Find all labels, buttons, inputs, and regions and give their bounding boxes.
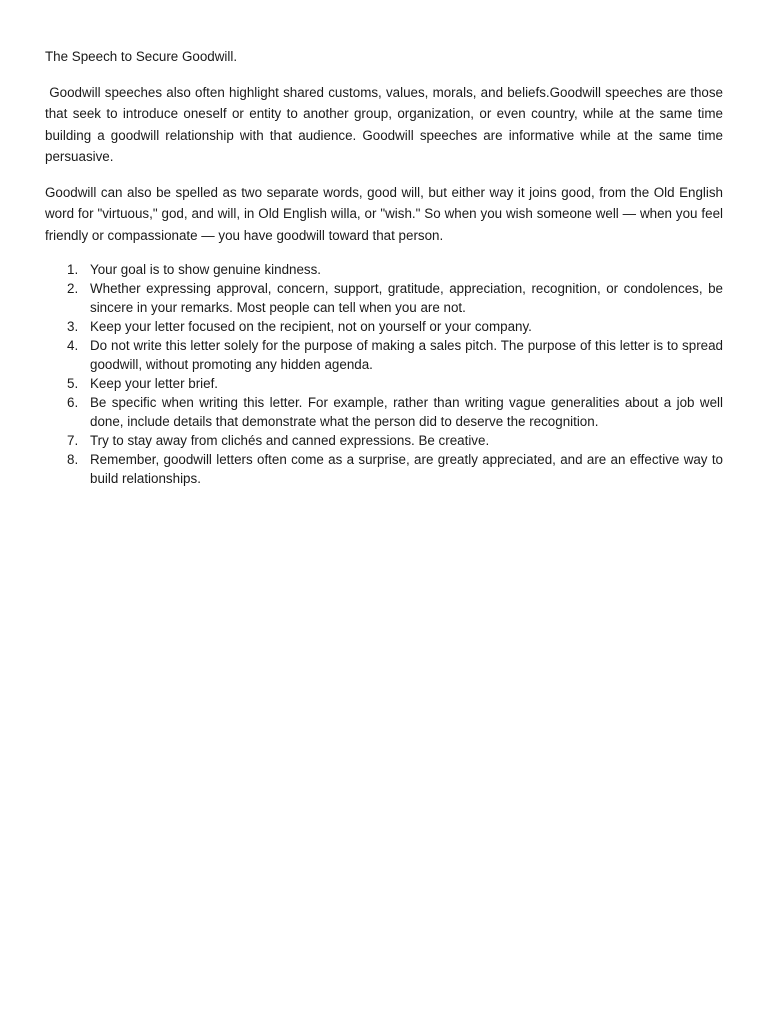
list-item xyxy=(45,317,723,336)
list-item-text: Whether expressing approval, concern, support, gratitude, appreciation, recognition, or condolences, be sincere in your remarks. Most people can tell when you are not. xyxy=(90,281,723,315)
list-item xyxy=(45,431,723,450)
tips-list xyxy=(45,260,723,488)
list-item-number: 6. xyxy=(67,395,79,410)
list-item-number: 4. xyxy=(67,338,79,353)
paragraph-intro: Goodwill speeches also often highlight shared customs, values, morals, and beliefs.Goodwill speeches are those that seek to introduce oneself or entity to another group, organization, or even country, while at the same time building a goodwill relationship with that audience. Goodwill speeches are informative while at the same time persuasive. xyxy=(45,84,727,164)
list-item-text: Remember, goodwill letters often come as a surprise, are greatly appreciated, and are an effective way to build relationships. xyxy=(90,452,723,486)
list-item xyxy=(45,393,723,431)
list-item-text: Try to stay away from clichés and canned expressions. Be creative. xyxy=(90,433,490,448)
list-item-text: Keep your letter focused on the recipient, not on yourself or your company. xyxy=(90,319,532,334)
document-title: The Speech to Secure Goodwill. xyxy=(45,49,238,64)
list-item xyxy=(45,450,723,488)
list-item xyxy=(45,260,723,279)
list-item-text: Your goal is to show genuine kindness. xyxy=(90,262,322,277)
list-item xyxy=(45,374,723,393)
list-item-number: 1. xyxy=(67,262,79,277)
list-item-number: 3. xyxy=(67,319,79,334)
list-item-number: 2. xyxy=(67,281,79,296)
list-item xyxy=(45,279,723,317)
paragraph-definition: Goodwill can also be spelled as two separate words, good will, but either way it joins good, from the Old English word for "virtuous," god, and will, in Old English willa, or "wish." So when you wish someone well — when you feel friendly or compassionate — you have goodwill toward that person. xyxy=(45,184,723,243)
list-item-text: Be specific when writing this letter. For example, rather than writing vague generalities about a job well done, include details that demonstrate what the person did to deserve the recognition. xyxy=(90,395,723,429)
list-item-number: 5. xyxy=(67,376,79,391)
list-item xyxy=(45,336,723,374)
document-page xyxy=(45,46,727,488)
list-item-text: Keep your letter brief. xyxy=(90,376,219,391)
list-item-text: Do not write this letter solely for the purpose of making a sales pitch. The purpose of this letter is to spread goodwill, without promoting any hidden agenda. xyxy=(90,338,723,372)
list-item-number: 7. xyxy=(67,433,79,448)
list-item-number: 8. xyxy=(67,452,79,467)
